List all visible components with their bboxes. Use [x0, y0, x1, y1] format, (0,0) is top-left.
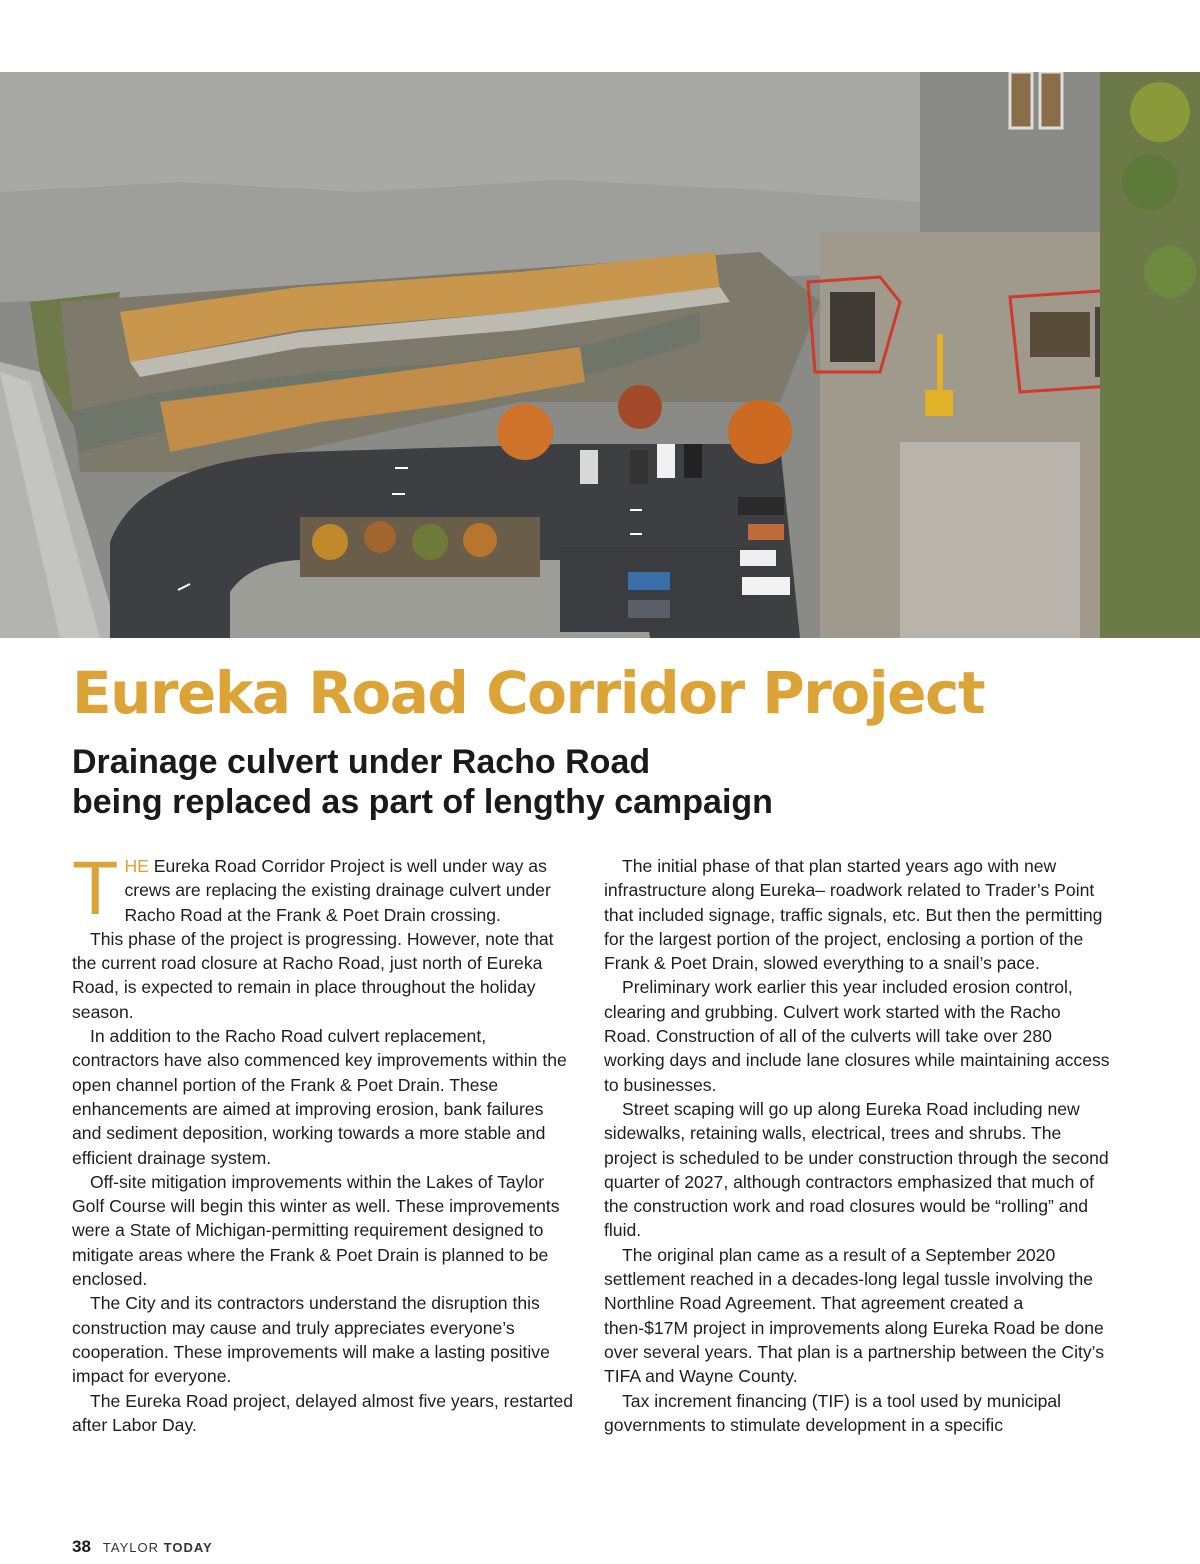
page-subtitle	[72, 742, 1152, 822]
paragraph-text: Eureka Road Corridor Project is well under way as crews are replacing the existing drainage culvert under Racho Road at the Frank & Poet Drain crossing.	[124, 856, 551, 925]
subtitle-line-2: being replaced as part of lengthy campaign	[72, 783, 773, 821]
article-paragraph: Street scaping will go up along Eureka Road including new sidewalks, retaining walls, electrical, trees and shrubs. The project is scheduled to be under construction through the second quarter of 2027, although contractors emphasized that much of the construction work and road closures would be “rolling” and fluid.	[604, 1098, 1109, 1241]
article-paragraph: In addition to the Racho Road culvert replacement, contractors have also commenced key improvements within the open channel portion of the Frank & Poet Drain. These enhancements are aimed at improving erosion, bank failures and sediment deposition, working towards a more stable and efficient drainage system.	[72, 1026, 567, 1168]
article-paragraph: The City and its contractors understand the disruption this construction may cause and truly appreciates everyone’s cooperation. These improvements will make a lasting positive impact for everyone.	[72, 1293, 550, 1387]
magazine-name-part1: TAYLOR	[102, 1540, 164, 1555]
article-paragraph	[72, 846, 576, 931]
drop-cap: T	[72, 846, 119, 931]
article-paragraph: Off-site mitigation improvements within the Lakes of Taylor Golf Course will begin this winter as well. These improvements were a State of Michigan-permitting requirement designed to mitigate areas where the Frank & Poet Drain is planned to be enclosed.	[72, 1171, 560, 1290]
article-paragraph: The initial phase of that plan started years ago with new infrastructure along Eureka– roadwork related to Trader’s Point that included signage, traffic signals, etc. But then the permitting for the largest portion of the project, enclosing a portion of the Frank & Poet Drain, slowed everything to a snail’s pace.	[604, 856, 1103, 974]
article-paragraph: The original plan came as a result of a September 2020 settlement reached in a decades-long legal tussle involving the Northline Road Agreement. That agreement created a then-$17M project in improvements along Eureka Road be done over several years. That plan is a partnership between the City’s TIFA and Wayne County.	[604, 1244, 1105, 1387]
aerial-construction-site-photo-icon	[0, 72, 1200, 638]
subtitle-line-1: Drainage culvert under Racho Road	[72, 743, 651, 781]
page-number: 38	[72, 1537, 91, 1556]
lead-in: HE	[124, 856, 149, 876]
article-paragraph: Tax increment financing (TIF) is a tool used by municipal governments to stimulate development in a specific	[604, 1390, 1062, 1435]
magazine-name-part2: TODAY	[163, 1540, 213, 1555]
article-paragraph: This phase of the project is progressing. However, note that the current road closure at Racho Road, just north of Eureka Road, is expected to remain in place throughout the holiday season.	[72, 928, 554, 1022]
aerial-photo	[0, 72, 1200, 638]
article-paragraph: Preliminary work earlier this year included erosion control, clearing and grubbing. Culvert work started with the Racho Road. Construction of all of the culverts will take over 280 working days and include lane closures while maintaining access to businesses.	[604, 977, 1110, 1095]
article-column-right	[604, 854, 1112, 1437]
article-column-left	[72, 846, 576, 1437]
article-paragraph: The Eureka Road project, delayed almost five years, restarted after Labor Day.	[72, 1390, 574, 1435]
page-footer	[72, 1537, 213, 1557]
page-title: Eureka Road Corridor Project	[72, 659, 985, 727]
